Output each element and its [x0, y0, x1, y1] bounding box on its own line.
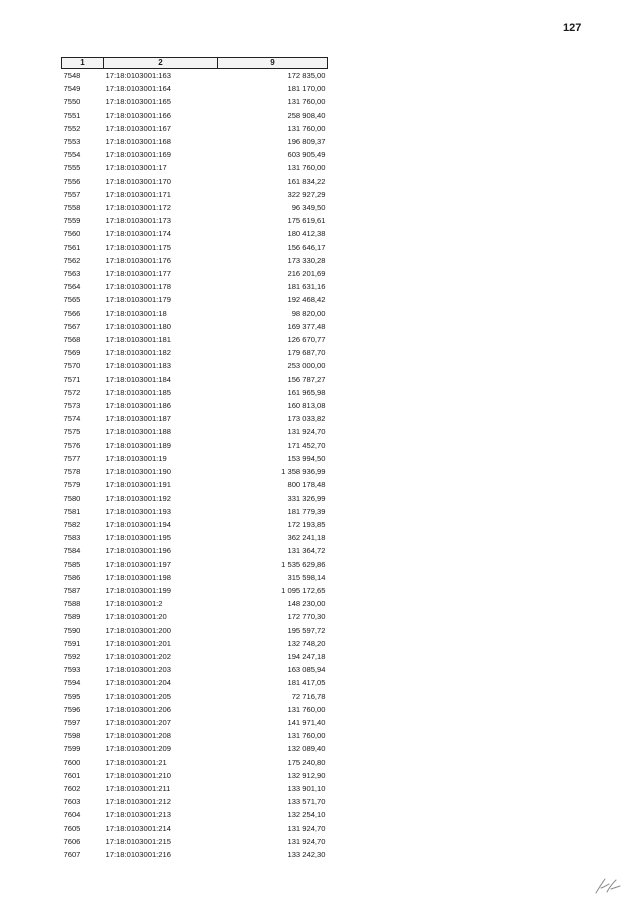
row-number: 7575: [63, 427, 81, 437]
cadastral-value: 148 230,00: [287, 599, 326, 609]
cadastral-number: 17:18:0103001:198: [105, 572, 171, 582]
cadastral-value: 133 242,30: [287, 849, 326, 859]
cadastral-value: 156 646,17: [287, 242, 326, 252]
cadastral-number: 17:18:0103001:186: [105, 401, 171, 411]
row-number: 7595: [63, 691, 81, 701]
row-number: 7551: [63, 110, 81, 120]
table-row: [62, 756, 328, 769]
row-number: 7567: [63, 321, 81, 331]
cadastral-number: 17:18:0103001:190: [105, 467, 171, 477]
table-row: [62, 795, 328, 808]
cadastral-number: 17:18:0103001:195: [105, 533, 171, 543]
row-number: 7579: [63, 480, 81, 490]
row-number: 7569: [63, 348, 81, 358]
table-row: [62, 571, 328, 584]
row-number: 7606: [63, 836, 81, 846]
cadastral-number: 17:18:0103001:215: [105, 836, 171, 846]
cadastral-value: 172 193,85: [287, 519, 326, 529]
cadastral-value: 156 787,27: [287, 374, 326, 384]
cadastral-value: 133 901,10: [287, 783, 326, 793]
table-row: [62, 782, 328, 795]
cadastral-value: 173 330,28: [287, 255, 326, 265]
row-number: 7582: [63, 519, 81, 529]
cadastral-number: 17:18:0103001:2: [105, 599, 163, 609]
row-number: 7585: [63, 559, 81, 569]
cadastral-number: 17:18:0103001:211: [105, 783, 171, 793]
cadastral-number: 17:18:0103001:18: [105, 308, 167, 318]
cadastral-value: 160 813,08: [287, 401, 326, 411]
row-number: 7577: [63, 453, 81, 463]
cadastral-number: 17:18:0103001:19: [105, 453, 167, 463]
cadastral-number: 17:18:0103001:202: [105, 651, 171, 661]
cadastral-value: 153 994,50: [287, 453, 326, 463]
cadastral-value: 132 089,40: [287, 744, 326, 754]
row-number: 7553: [63, 137, 81, 147]
cadastral-number: 17:18:0103001:209: [105, 744, 171, 754]
handwritten-mark-icon: [594, 876, 622, 896]
cadastral-value: 1 358 936,99: [281, 467, 326, 477]
row-number: 7554: [63, 150, 81, 160]
cadastral-number: 17:18:0103001:203: [105, 665, 171, 675]
cadastral-number: 17:18:0103001:165: [105, 97, 171, 107]
table-row: [62, 584, 328, 597]
table-row: [62, 82, 328, 95]
cadastral-number: 17:18:0103001:171: [105, 189, 171, 199]
cadastral-number: 17:18:0103001:193: [105, 506, 171, 516]
cadastral-value: 131 924,70: [287, 823, 326, 833]
table-row: [62, 161, 328, 174]
row-number: 7560: [63, 229, 81, 239]
cadastral-number: 17:18:0103001:199: [105, 585, 171, 595]
cadastral-number: 17:18:0103001:205: [105, 691, 171, 701]
cadastral-number: 17:18:0103001:194: [105, 519, 171, 529]
table-row: [62, 729, 328, 742]
cadastral-number: 17:18:0103001:20: [105, 612, 167, 622]
row-number: 7552: [63, 123, 81, 133]
cadastral-number: 17:18:0103001:189: [105, 440, 171, 450]
table-row: [62, 822, 328, 835]
row-number: 7591: [63, 638, 81, 648]
cadastral-value: 131 924,70: [287, 836, 326, 846]
cadastral-number: 17:18:0103001:183: [105, 361, 171, 371]
cadastral-value: 163 085,94: [287, 665, 326, 675]
cadastral-value: 603 905,49: [287, 150, 326, 160]
cadastral-value: 175 619,61: [287, 216, 326, 226]
row-number: 7566: [63, 308, 81, 318]
table-row: [62, 769, 328, 782]
cadastral-number: 17:18:0103001:21: [105, 757, 167, 767]
cadastral-value: 194 247,18: [287, 651, 326, 661]
row-number: 7600: [63, 757, 81, 767]
cadastral-number: 17:18:0103001:185: [105, 387, 171, 397]
cadastral-number: 17:18:0103001:170: [105, 176, 171, 186]
cadastral-number: 17:18:0103001:166: [105, 110, 171, 120]
table-row: [62, 835, 328, 848]
row-number: 7571: [63, 374, 81, 384]
table-row: [62, 122, 328, 135]
table-row: [62, 307, 328, 320]
cadastral-value: 131 364,72: [287, 546, 326, 556]
cadastral-value: 1 095 172,65: [281, 585, 326, 595]
cadastral-value: 315 598,14: [287, 572, 326, 582]
cadastral-value: 362 241,18: [287, 533, 326, 543]
table-row: [62, 69, 328, 83]
row-number: 7587: [63, 585, 81, 595]
cadastral-number: 17:18:0103001:207: [105, 717, 171, 727]
cadastral-value: 181 170,00: [287, 84, 326, 94]
row-number: 7558: [63, 203, 81, 213]
table-row: [62, 650, 328, 663]
table-row: [62, 624, 328, 637]
table-row: [62, 201, 328, 214]
table-row: [62, 148, 328, 161]
cadastral-value: 800 178,48: [287, 480, 326, 490]
cadastral-number: 17:18:0103001:179: [105, 295, 171, 305]
cadastral-value: 173 033,82: [287, 414, 326, 424]
cadastral-number: 17:18:0103001:176: [105, 255, 171, 265]
row-number: 7604: [63, 810, 81, 820]
row-number: 7550: [63, 97, 81, 107]
row-number: 7601: [63, 770, 81, 780]
table-row: [62, 558, 328, 571]
cadastral-number: 17:18:0103001:17: [105, 163, 167, 173]
table-row: [62, 703, 328, 716]
cadastral-number: 17:18:0103001:206: [105, 704, 171, 714]
cadastral-value: 322 927,29: [287, 189, 326, 199]
cadastral-value: 195 597,72: [287, 625, 326, 635]
row-number: 7564: [63, 282, 81, 292]
cadastral-value: 133 571,70: [287, 797, 326, 807]
table-row: [62, 320, 328, 333]
row-number: 7570: [63, 361, 81, 371]
row-number: 7581: [63, 506, 81, 516]
row-number: 7580: [63, 493, 81, 503]
cadastral-value: 169 377,48: [287, 321, 326, 331]
table-row: [62, 412, 328, 425]
cadastral-value: 175 240,80: [287, 757, 326, 767]
cadastral-value: 172 770,30: [287, 612, 326, 622]
cadastral-value: 331 326,99: [287, 493, 326, 503]
table-header-row: [62, 58, 328, 69]
table-row: [62, 610, 328, 623]
cadastral-number: 17:18:0103001:191: [105, 480, 171, 490]
table-row: [62, 267, 328, 280]
cadastral-value: 196 809,37: [287, 137, 326, 147]
table-row: [62, 135, 328, 148]
cadastral-number: 17:18:0103001:201: [105, 638, 171, 648]
cadastral-value: 131 760,00: [287, 123, 326, 133]
row-number: 7590: [63, 625, 81, 635]
table-row: [62, 492, 328, 505]
cadastral-number: 17:18:0103001:204: [105, 678, 171, 688]
row-number: 7598: [63, 731, 81, 741]
cadastral-number: 17:18:0103001:167: [105, 123, 171, 133]
cadastral-value: 181 417,05: [287, 678, 326, 688]
column-header-2: 2: [104, 58, 218, 69]
cadastral-value: 180 412,38: [287, 229, 326, 239]
cadastral-number: 17:18:0103001:181: [105, 335, 171, 345]
table-row: [62, 452, 328, 465]
row-number: 7578: [63, 467, 81, 477]
table-row: [62, 676, 328, 689]
row-number: 7586: [63, 572, 81, 582]
table-row: [62, 637, 328, 650]
cadastral-number: 17:18:0103001:163: [105, 71, 171, 80]
cadastral-value: 96 349,50: [291, 203, 326, 213]
row-number: 7573: [63, 401, 81, 411]
cadastral-value: 258 908,40: [287, 110, 326, 120]
table-row: [62, 214, 328, 227]
table-row: [62, 848, 328, 861]
cadastral-number: 17:18:0103001:180: [105, 321, 171, 331]
table-row: [62, 808, 328, 821]
cadastral-number: 17:18:0103001:172: [105, 203, 171, 213]
table-row: [62, 241, 328, 254]
cadastral-number: 17:18:0103001:184: [105, 374, 171, 384]
row-number: 7559: [63, 216, 81, 226]
table-row: [62, 716, 328, 729]
table-row: [62, 227, 328, 240]
table-row: [62, 359, 328, 372]
row-number: 7588: [63, 599, 81, 609]
table-row: [62, 544, 328, 557]
cadastral-value: 172 835,00: [287, 71, 326, 80]
cadastral-value: 179 687,70: [287, 348, 326, 358]
cadastral-number: 17:18:0103001:197: [105, 559, 171, 569]
cadastral-number: 17:18:0103001:177: [105, 269, 171, 279]
row-number: 7584: [63, 546, 81, 556]
cadastral-number: 17:18:0103001:214: [105, 823, 171, 833]
cadastral-number: 17:18:0103001:212: [105, 797, 171, 807]
cadastral-value: 181 631,16: [287, 282, 326, 292]
column-header-1: 1: [62, 58, 104, 69]
cadastral-number: 17:18:0103001:178: [105, 282, 171, 292]
cadastral-number: 17:18:0103001:169: [105, 150, 171, 160]
table-row: [62, 109, 328, 122]
row-number: 7556: [63, 176, 81, 186]
cadastral-number: 17:18:0103001:210: [105, 770, 171, 780]
table-row: [62, 280, 328, 293]
cadastral-number: 17:18:0103001:216: [105, 849, 171, 859]
cadastral-value: 131 760,00: [287, 731, 326, 741]
cadastral-value: 171 452,70: [287, 440, 326, 450]
cadastral-value: 161 965,98: [287, 387, 326, 397]
table-body: [62, 69, 328, 862]
cadastral-value: 132 748,20: [287, 638, 326, 648]
row-number: 7603: [63, 797, 81, 807]
cadastral-value: 1 535 629,86: [281, 559, 326, 569]
cadastral-number: 17:18:0103001:164: [105, 84, 171, 94]
row-number: 7583: [63, 533, 81, 543]
row-number: 7592: [63, 651, 81, 661]
cadastral-value: 126 670,77: [287, 335, 326, 345]
table-row: [62, 597, 328, 610]
cadastral-number: 17:18:0103001:182: [105, 348, 171, 358]
row-number: 7594: [63, 678, 81, 688]
cadastral-number: 17:18:0103001:187: [105, 414, 171, 424]
cadastral-number: 17:18:0103001:213: [105, 810, 171, 820]
table-row: [62, 188, 328, 201]
row-number: 7548: [63, 71, 81, 80]
table-row: [62, 690, 328, 703]
row-number: 7557: [63, 189, 81, 199]
table-row: [62, 505, 328, 518]
page-number: 127: [563, 22, 582, 34]
cadastral-value: 98 820,00: [291, 308, 326, 318]
cadastral-number: 17:18:0103001:173: [105, 216, 171, 226]
cadastral-value: 132 912,90: [287, 770, 326, 780]
cadastral-value: 72 716,78: [291, 691, 326, 701]
cadastral-value: 131 924,70: [287, 427, 326, 437]
table-row: [62, 742, 328, 755]
cadastral-value: 141 971,40: [287, 717, 326, 727]
table-row: [62, 663, 328, 676]
table-row: [62, 333, 328, 346]
table-row: [62, 346, 328, 359]
cadastral-number: 17:18:0103001:188: [105, 427, 171, 437]
row-number: 7561: [63, 242, 81, 252]
row-number: 7602: [63, 783, 81, 793]
cadastral-number: 17:18:0103001:196: [105, 546, 171, 556]
table-row: [62, 175, 328, 188]
row-number: 7568: [63, 335, 81, 345]
row-number: 7572: [63, 387, 81, 397]
cadastral-value: 132 254,10: [287, 810, 326, 820]
cadastral-value: 253 000,00: [287, 361, 326, 371]
table-row: [62, 373, 328, 386]
cadastral-number: 17:18:0103001:174: [105, 229, 171, 239]
cadastral-value: 131 760,00: [287, 97, 326, 107]
cadastral-number: 17:18:0103001:175: [105, 242, 171, 252]
cadastral-number: 17:18:0103001:168: [105, 137, 171, 147]
table-row: [62, 95, 328, 108]
row-number: 7605: [63, 823, 81, 833]
table-row: [62, 465, 328, 478]
cadastral-value: 181 779,39: [287, 506, 326, 516]
table-row: [62, 425, 328, 438]
table-row: [62, 531, 328, 544]
row-number: 7562: [63, 255, 81, 265]
row-number: 7596: [63, 704, 81, 714]
column-header-9: 9: [218, 58, 328, 69]
table-row: [62, 478, 328, 491]
row-number: 7549: [63, 84, 81, 94]
table-row: [62, 399, 328, 412]
row-number: 7565: [63, 295, 81, 305]
row-number: 7599: [63, 744, 81, 754]
cadastral-value: 161 834,22: [287, 176, 326, 186]
table-row: [62, 386, 328, 399]
cadastral-value: 131 760,00: [287, 163, 326, 173]
table-row: [62, 518, 328, 531]
cadastral-number: 17:18:0103001:200: [105, 625, 171, 635]
cadastral-number: 17:18:0103001:208: [105, 731, 171, 741]
row-number: 7576: [63, 440, 81, 450]
row-number: 7589: [63, 612, 81, 622]
row-number: 7597: [63, 717, 81, 727]
table-row: [62, 254, 328, 267]
cadastral-value: 216 201,69: [287, 269, 326, 279]
row-number: 7563: [63, 269, 81, 279]
data-table: [61, 57, 328, 861]
cadastral-value: 131 760,00: [287, 704, 326, 714]
row-number: 7555: [63, 163, 81, 173]
row-number: 7607: [63, 849, 81, 859]
table-row: [62, 439, 328, 452]
cadastral-value: 192 468,42: [287, 295, 326, 305]
table-row: [62, 293, 328, 306]
row-number: 7574: [63, 414, 81, 424]
cadastral-number: 17:18:0103001:192: [105, 493, 171, 503]
row-number: 7593: [63, 665, 81, 675]
